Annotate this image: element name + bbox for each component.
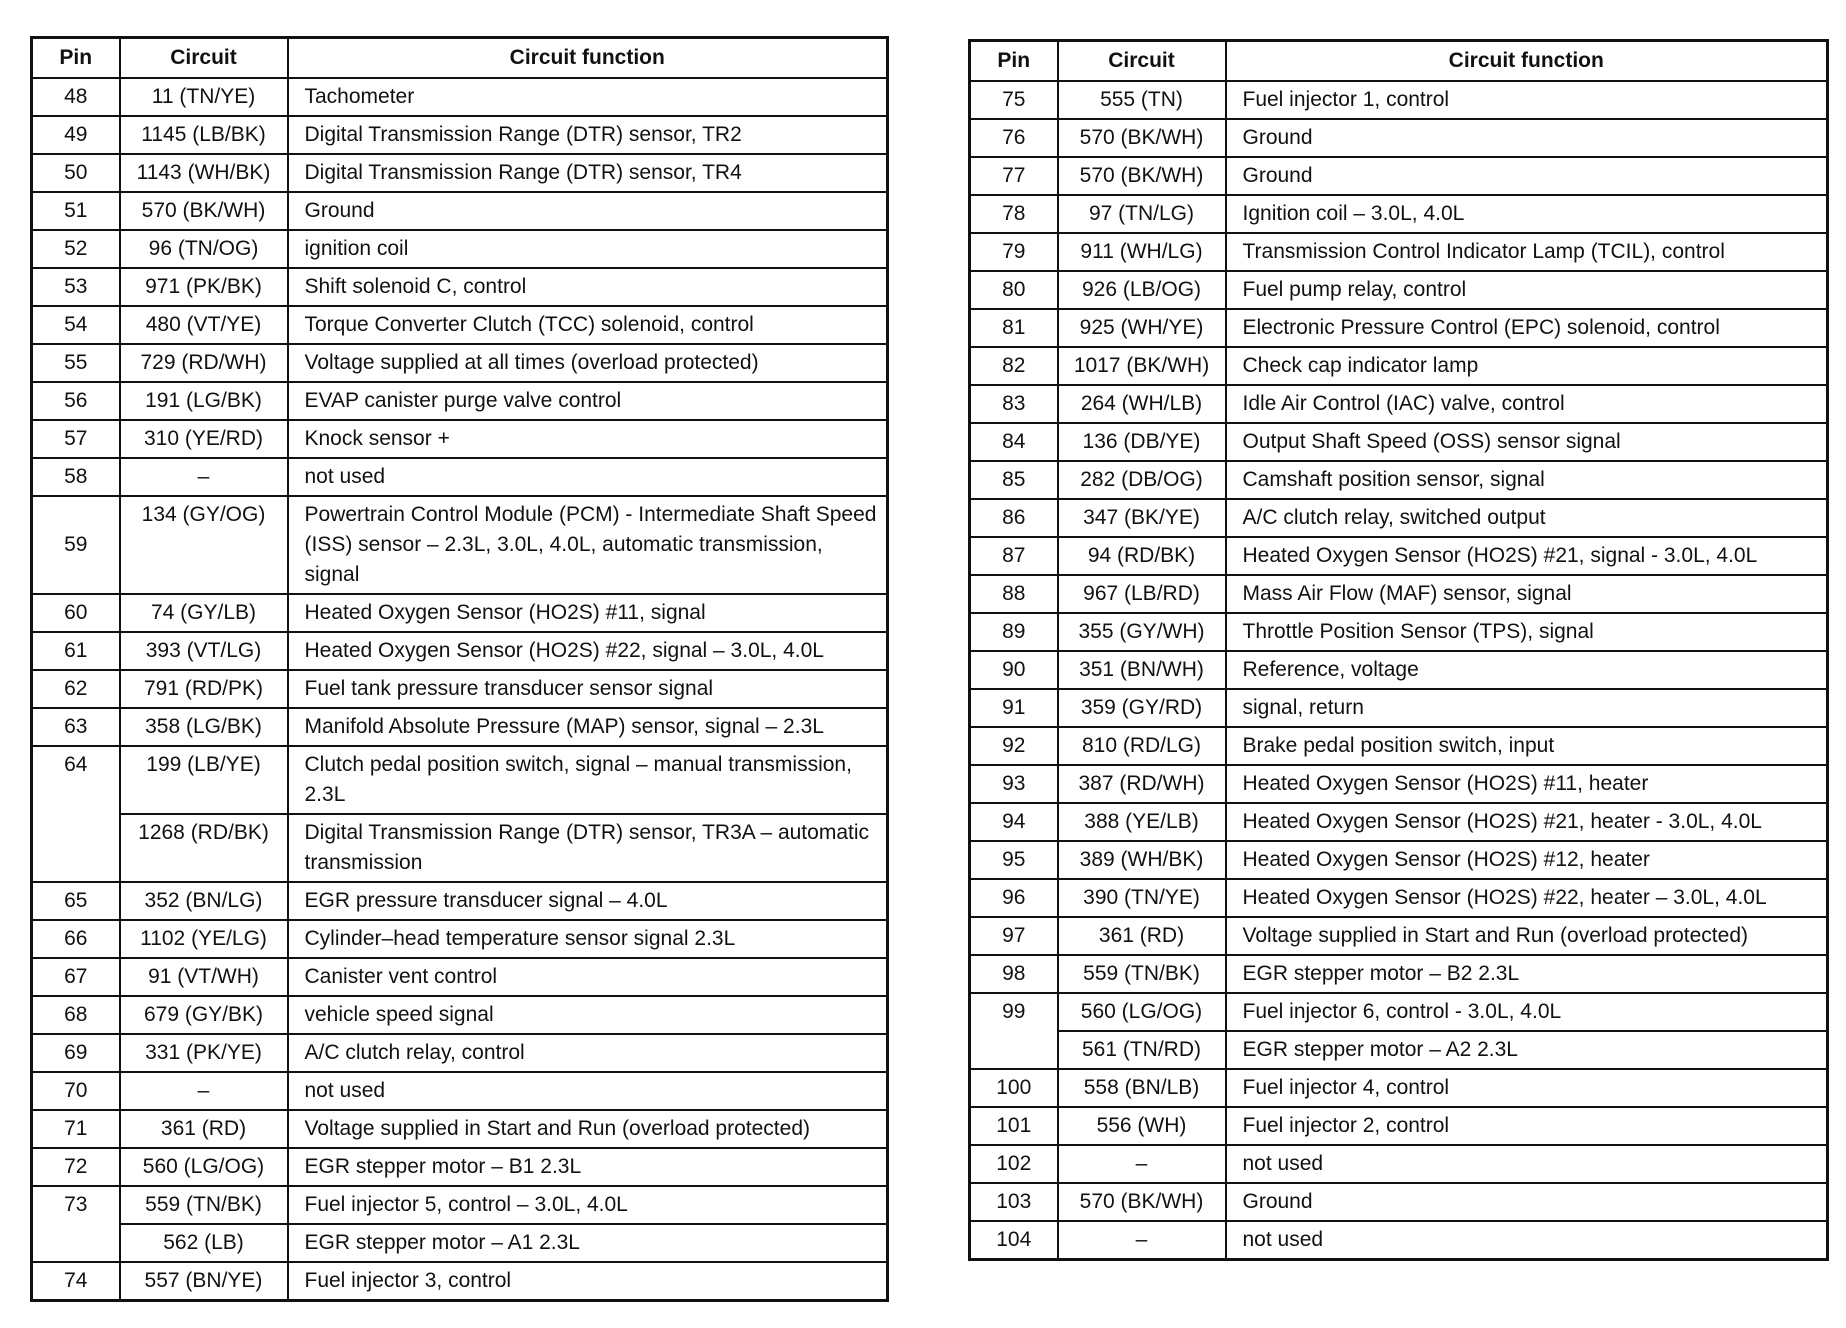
pin-cell: 74 bbox=[32, 1262, 120, 1301]
function-cell: Heated Oxygen Sensor (HO2S) #21, signal - 3.0L, 4.0L bbox=[1226, 537, 1828, 575]
circuit-cell: 94 (RD/BK) bbox=[1058, 537, 1226, 575]
table-row bbox=[32, 594, 888, 632]
pin-cell: 91 bbox=[970, 689, 1058, 727]
pin-cell: 96 bbox=[970, 879, 1058, 917]
function-cell: A/C clutch relay, control bbox=[288, 1034, 888, 1072]
circuit-cell: 810 (RD/LG) bbox=[1058, 727, 1226, 765]
table-row bbox=[32, 458, 888, 496]
circuit-cell: 96 (TN/OG) bbox=[120, 230, 288, 268]
header-function: Circuit function bbox=[288, 38, 888, 79]
function-cell: EGR stepper motor – B2 2.3L bbox=[1226, 955, 1828, 993]
circuit-cell: 191 (LG/BK) bbox=[120, 382, 288, 420]
function-cell: Ignition coil – 3.0L, 4.0L bbox=[1226, 195, 1828, 233]
circuit-cell: 389 (WH/BK) bbox=[1058, 841, 1226, 879]
circuit-cell: 264 (WH/LB) bbox=[1058, 385, 1226, 423]
table-row bbox=[32, 920, 888, 958]
pin-cell: 80 bbox=[970, 271, 1058, 309]
function-cell: signal, return bbox=[1226, 689, 1828, 727]
table-row bbox=[970, 879, 1828, 917]
circuit-cell: 570 (BK/WH) bbox=[1058, 1183, 1226, 1221]
table-row bbox=[32, 496, 888, 594]
table-body-right bbox=[970, 81, 1828, 1260]
pin-cell: 52 bbox=[32, 230, 120, 268]
function-cell: Reference, voltage bbox=[1226, 651, 1828, 689]
table-row bbox=[970, 119, 1828, 157]
table-row bbox=[970, 727, 1828, 765]
pin-table-right bbox=[968, 39, 1829, 1261]
table-row bbox=[32, 116, 888, 154]
function-cell: Check cap indicator lamp bbox=[1226, 347, 1828, 385]
function-cell: not used bbox=[288, 458, 888, 496]
pin-cell: 92 bbox=[970, 727, 1058, 765]
pin-cell: 63 bbox=[32, 708, 120, 746]
table-row bbox=[32, 230, 888, 268]
circuit-cell: 136 (DB/YE) bbox=[1058, 423, 1226, 461]
table-row bbox=[970, 499, 1828, 537]
table-row bbox=[32, 1110, 888, 1148]
function-cell: Ground bbox=[1226, 119, 1828, 157]
circuit-cell: 387 (RD/WH) bbox=[1058, 765, 1226, 803]
header-function: Circuit function bbox=[1226, 41, 1828, 82]
function-cell: Voltage supplied in Start and Run (overload protected) bbox=[1226, 917, 1828, 955]
table-row bbox=[970, 81, 1828, 119]
table-row bbox=[32, 1072, 888, 1110]
circuit-cell: 791 (RD/PK) bbox=[120, 670, 288, 708]
pin-cell: 60 bbox=[32, 594, 120, 632]
function-cell: not used bbox=[1226, 1145, 1828, 1183]
pin-cell: 86 bbox=[970, 499, 1058, 537]
function-cell: ignition coil bbox=[288, 230, 888, 268]
circuit-cell: 560 (LG/OG) bbox=[120, 1148, 288, 1186]
function-cell: Idle Air Control (IAC) valve, control bbox=[1226, 385, 1828, 423]
circuit-cell: 570 (BK/WH) bbox=[120, 192, 288, 230]
pin-cell: 81 bbox=[970, 309, 1058, 347]
pin-cell: 83 bbox=[970, 385, 1058, 423]
pin-cell: 66 bbox=[32, 920, 120, 958]
circuit-cell: 1268 (RD/BK) bbox=[120, 814, 288, 882]
pin-cell: 77 bbox=[970, 157, 1058, 195]
function-cell: EVAP canister purge valve control bbox=[288, 382, 888, 420]
circuit-cell: 558 (BN/LB) bbox=[1058, 1069, 1226, 1107]
circuit-cell: 282 (DB/OG) bbox=[1058, 461, 1226, 499]
pin-cell: 88 bbox=[970, 575, 1058, 613]
function-cell: Voltage supplied in Start and Run (overload protected) bbox=[288, 1110, 888, 1148]
pin-cell: 50 bbox=[32, 154, 120, 192]
pin-cell: 79 bbox=[970, 233, 1058, 271]
pin-cell: 102 bbox=[970, 1145, 1058, 1183]
table-row bbox=[970, 461, 1828, 499]
table-row bbox=[970, 1183, 1828, 1221]
function-cell: Digital Transmission Range (DTR) sensor, TR4 bbox=[288, 154, 888, 192]
function-cell: Shift solenoid C, control bbox=[288, 268, 888, 306]
function-cell: Digital Transmission Range (DTR) sensor, TR2 bbox=[288, 116, 888, 154]
pin-cell: 72 bbox=[32, 1148, 120, 1186]
circuit-cell: 310 (YE/RD) bbox=[120, 420, 288, 458]
function-cell: Brake pedal position switch, input bbox=[1226, 727, 1828, 765]
pin-cell: 95 bbox=[970, 841, 1058, 879]
function-cell: Cylinder–head temperature sensor signal 2.3L bbox=[288, 920, 888, 958]
pin-cell: 84 bbox=[970, 423, 1058, 461]
header-circuit: Circuit bbox=[1058, 41, 1226, 82]
pin-cell: 90 bbox=[970, 651, 1058, 689]
circuit-cell: 925 (WH/YE) bbox=[1058, 309, 1226, 347]
pin-cell: 57 bbox=[32, 420, 120, 458]
table-row bbox=[970, 309, 1828, 347]
pin-cell: 76 bbox=[970, 119, 1058, 157]
function-cell: EGR stepper motor – B1 2.3L bbox=[288, 1148, 888, 1186]
pin-cell: 56 bbox=[32, 382, 120, 420]
function-cell: Torque Converter Clutch (TCC) solenoid, control bbox=[288, 306, 888, 344]
circuit-cell: 562 (LB) bbox=[120, 1224, 288, 1262]
pin-cell: 93 bbox=[970, 765, 1058, 803]
function-cell: Tachometer bbox=[288, 78, 888, 116]
function-cell: Heated Oxygen Sensor (HO2S) #22, signal – 3.0L, 4.0L bbox=[288, 632, 888, 670]
circuit-cell: 352 (BN/LG) bbox=[120, 882, 288, 920]
function-cell: Fuel injector 1, control bbox=[1226, 81, 1828, 119]
pin-cell: 54 bbox=[32, 306, 120, 344]
function-cell: Ground bbox=[1226, 1183, 1828, 1221]
function-cell: Fuel injector 4, control bbox=[1226, 1069, 1828, 1107]
pin-cell: 61 bbox=[32, 632, 120, 670]
table-row bbox=[970, 195, 1828, 233]
header-circuit: Circuit bbox=[120, 38, 288, 79]
circuit-cell: – bbox=[120, 1072, 288, 1110]
function-cell: Digital Transmission Range (DTR) sensor, TR3A – automatic transmission bbox=[288, 814, 888, 882]
circuit-cell: 1145 (LB/BK) bbox=[120, 116, 288, 154]
circuit-cell: 74 (GY/LB) bbox=[120, 594, 288, 632]
table-row bbox=[970, 575, 1828, 613]
table-row bbox=[32, 882, 888, 920]
table-row bbox=[970, 765, 1828, 803]
pin-cell: 73 bbox=[32, 1186, 120, 1262]
pin-cell: 101 bbox=[970, 1107, 1058, 1145]
table-row bbox=[32, 996, 888, 1034]
circuit-cell: 361 (RD) bbox=[1058, 917, 1226, 955]
function-cell: Output Shaft Speed (OSS) sensor signal bbox=[1226, 423, 1828, 461]
table-row bbox=[32, 632, 888, 670]
pin-cell: 70 bbox=[32, 1072, 120, 1110]
function-cell: Fuel injector 5, control – 3.0L, 4.0L bbox=[288, 1186, 888, 1224]
pin-cell: 94 bbox=[970, 803, 1058, 841]
pin-cell: 53 bbox=[32, 268, 120, 306]
pin-cell: 104 bbox=[970, 1221, 1058, 1260]
table-row bbox=[970, 841, 1828, 879]
pin-cell: 48 bbox=[32, 78, 120, 116]
pin-cell: 65 bbox=[32, 882, 120, 920]
circuit-cell: 729 (RD/WH) bbox=[120, 344, 288, 382]
circuit-cell: 351 (BN/WH) bbox=[1058, 651, 1226, 689]
pin-cell: 59 bbox=[32, 496, 120, 594]
table-row bbox=[970, 385, 1828, 423]
pin-cell: 55 bbox=[32, 344, 120, 382]
function-cell: Heated Oxygen Sensor (HO2S) #22, heater – 3.0L, 4.0L bbox=[1226, 879, 1828, 917]
pin-cell: 100 bbox=[970, 1069, 1058, 1107]
header-pin: Pin bbox=[32, 38, 120, 79]
table-row bbox=[32, 306, 888, 344]
pin-cell: 85 bbox=[970, 461, 1058, 499]
circuit-cell: 361 (RD) bbox=[120, 1110, 288, 1148]
table-row bbox=[970, 537, 1828, 575]
table-row bbox=[970, 423, 1828, 461]
table-row bbox=[970, 689, 1828, 727]
circuit-cell: 359 (GY/RD) bbox=[1058, 689, 1226, 727]
circuit-cell: 199 (LB/YE) bbox=[120, 746, 288, 814]
circuit-cell: 97 (TN/LG) bbox=[1058, 195, 1226, 233]
table-row bbox=[970, 993, 1828, 1031]
circuit-cell: 911 (WH/LG) bbox=[1058, 233, 1226, 271]
table-row bbox=[970, 651, 1828, 689]
circuit-cell: 559 (TN/BK) bbox=[1058, 955, 1226, 993]
function-cell: Voltage supplied at all times (overload protected) bbox=[288, 344, 888, 382]
pin-table-left bbox=[30, 36, 889, 1302]
circuit-cell: 557 (BN/YE) bbox=[120, 1262, 288, 1301]
table-row bbox=[32, 192, 888, 230]
table-row bbox=[32, 1224, 888, 1262]
circuit-cell: 388 (YE/LB) bbox=[1058, 803, 1226, 841]
pin-cell: 89 bbox=[970, 613, 1058, 651]
function-cell: Throttle Position Sensor (TPS), signal bbox=[1226, 613, 1828, 651]
table-row bbox=[32, 154, 888, 192]
pin-cell: 78 bbox=[970, 195, 1058, 233]
table-row bbox=[970, 803, 1828, 841]
circuit-cell: 561 (TN/RD) bbox=[1058, 1031, 1226, 1069]
table-row bbox=[32, 1186, 888, 1224]
circuit-cell: 134 (GY/OG) bbox=[120, 496, 288, 594]
pin-cell: 75 bbox=[970, 81, 1058, 119]
table-row bbox=[970, 1031, 1828, 1069]
function-cell: Powertrain Control Module (PCM) - Intermediate Shaft Speed (ISS) sensor – 2.3L, 3.0L, 4.0L, automatic transmission, signal bbox=[288, 496, 888, 594]
circuit-cell: 560 (LG/OG) bbox=[1058, 993, 1226, 1031]
circuit-cell: 393 (VT/LG) bbox=[120, 632, 288, 670]
circuit-cell: 480 (VT/YE) bbox=[120, 306, 288, 344]
function-cell: Camshaft position sensor, signal bbox=[1226, 461, 1828, 499]
pin-cell: 103 bbox=[970, 1183, 1058, 1221]
pin-cell: 99 bbox=[970, 993, 1058, 1069]
function-cell: EGR stepper motor – A1 2.3L bbox=[288, 1224, 888, 1262]
function-cell: vehicle speed signal bbox=[288, 996, 888, 1034]
pin-cell: 67 bbox=[32, 958, 120, 996]
circuit-cell: 1102 (YE/LG) bbox=[120, 920, 288, 958]
circuit-cell: – bbox=[1058, 1221, 1226, 1260]
circuit-cell: 559 (TN/BK) bbox=[120, 1186, 288, 1224]
function-cell: Heated Oxygen Sensor (HO2S) #11, signal bbox=[288, 594, 888, 632]
circuit-cell: – bbox=[1058, 1145, 1226, 1183]
circuit-cell: – bbox=[120, 458, 288, 496]
circuit-cell: 967 (LB/RD) bbox=[1058, 575, 1226, 613]
table-row bbox=[970, 1221, 1828, 1260]
function-cell: Clutch pedal position switch, signal – manual transmission, 2.3L bbox=[288, 746, 888, 814]
function-cell: Fuel injector 3, control bbox=[288, 1262, 888, 1301]
table-row bbox=[32, 420, 888, 458]
pin-cell: 71 bbox=[32, 1110, 120, 1148]
pin-cell: 69 bbox=[32, 1034, 120, 1072]
table-row bbox=[970, 1145, 1828, 1183]
pin-cell: 68 bbox=[32, 996, 120, 1034]
table-row bbox=[970, 1107, 1828, 1145]
table-row bbox=[32, 670, 888, 708]
table-row bbox=[970, 347, 1828, 385]
function-cell: Mass Air Flow (MAF) sensor, signal bbox=[1226, 575, 1828, 613]
pin-cell: 97 bbox=[970, 917, 1058, 955]
pin-cell: 58 bbox=[32, 458, 120, 496]
function-cell: Heated Oxygen Sensor (HO2S) #11, heater bbox=[1226, 765, 1828, 803]
header-row bbox=[970, 41, 1828, 82]
function-cell: Fuel pump relay, control bbox=[1226, 271, 1828, 309]
circuit-cell: 679 (GY/BK) bbox=[120, 996, 288, 1034]
table-row bbox=[970, 955, 1828, 993]
pin-cell: 98 bbox=[970, 955, 1058, 993]
function-cell: Fuel tank pressure transducer sensor signal bbox=[288, 670, 888, 708]
function-cell: Ground bbox=[288, 192, 888, 230]
function-cell: Heated Oxygen Sensor (HO2S) #12, heater bbox=[1226, 841, 1828, 879]
circuit-cell: 1143 (WH/BK) bbox=[120, 154, 288, 192]
circuit-cell: 331 (PK/YE) bbox=[120, 1034, 288, 1072]
pin-cell: 62 bbox=[32, 670, 120, 708]
function-cell: Transmission Control Indicator Lamp (TCIL), control bbox=[1226, 233, 1828, 271]
function-cell: Electronic Pressure Control (EPC) solenoid, control bbox=[1226, 309, 1828, 347]
table-row bbox=[32, 78, 888, 116]
table-row bbox=[32, 958, 888, 996]
table-row bbox=[32, 1262, 888, 1301]
table-row bbox=[32, 1148, 888, 1186]
function-cell: EGR pressure transducer signal – 4.0L bbox=[288, 882, 888, 920]
pin-cell: 49 bbox=[32, 116, 120, 154]
circuit-cell: 1017 (BK/WH) bbox=[1058, 347, 1226, 385]
function-cell: Knock sensor + bbox=[288, 420, 888, 458]
function-cell: not used bbox=[288, 1072, 888, 1110]
circuit-cell: 347 (BK/YE) bbox=[1058, 499, 1226, 537]
pin-cell: 64 bbox=[32, 746, 120, 882]
table-row bbox=[970, 271, 1828, 309]
circuit-cell: 971 (PK/BK) bbox=[120, 268, 288, 306]
table-row bbox=[970, 1069, 1828, 1107]
header-pin: Pin bbox=[970, 41, 1058, 82]
table-row bbox=[970, 233, 1828, 271]
function-cell: Manifold Absolute Pressure (MAP) sensor, signal – 2.3L bbox=[288, 708, 888, 746]
function-cell: Fuel injector 6, control - 3.0L, 4.0L bbox=[1226, 993, 1828, 1031]
table-row bbox=[970, 613, 1828, 651]
function-cell: Heated Oxygen Sensor (HO2S) #21, heater - 3.0L, 4.0L bbox=[1226, 803, 1828, 841]
circuit-cell: 555 (TN) bbox=[1058, 81, 1226, 119]
table-row bbox=[32, 268, 888, 306]
function-cell: A/C clutch relay, switched output bbox=[1226, 499, 1828, 537]
function-cell: Ground bbox=[1226, 157, 1828, 195]
circuit-cell: 570 (BK/WH) bbox=[1058, 157, 1226, 195]
table-row bbox=[970, 917, 1828, 955]
table-row bbox=[32, 344, 888, 382]
function-cell: Canister vent control bbox=[288, 958, 888, 996]
function-cell: Fuel injector 2, control bbox=[1226, 1107, 1828, 1145]
table-row bbox=[32, 746, 888, 814]
pin-cell: 82 bbox=[970, 347, 1058, 385]
circuit-cell: 11 (TN/YE) bbox=[120, 78, 288, 116]
circuit-cell: 556 (WH) bbox=[1058, 1107, 1226, 1145]
table-row bbox=[32, 708, 888, 746]
pin-cell: 87 bbox=[970, 537, 1058, 575]
circuit-cell: 926 (LB/OG) bbox=[1058, 271, 1226, 309]
circuit-cell: 570 (BK/WH) bbox=[1058, 119, 1226, 157]
circuit-cell: 390 (TN/YE) bbox=[1058, 879, 1226, 917]
table-row bbox=[32, 382, 888, 420]
circuit-cell: 358 (LG/BK) bbox=[120, 708, 288, 746]
table-body-left bbox=[32, 78, 888, 1301]
circuit-cell: 355 (GY/WH) bbox=[1058, 613, 1226, 651]
function-cell: EGR stepper motor – A2 2.3L bbox=[1226, 1031, 1828, 1069]
function-cell: not used bbox=[1226, 1221, 1828, 1260]
pin-cell: 51 bbox=[32, 192, 120, 230]
table-row bbox=[32, 814, 888, 882]
table-row bbox=[32, 1034, 888, 1072]
header-row bbox=[32, 38, 888, 79]
table-row bbox=[970, 157, 1828, 195]
circuit-cell: 91 (VT/WH) bbox=[120, 958, 288, 996]
